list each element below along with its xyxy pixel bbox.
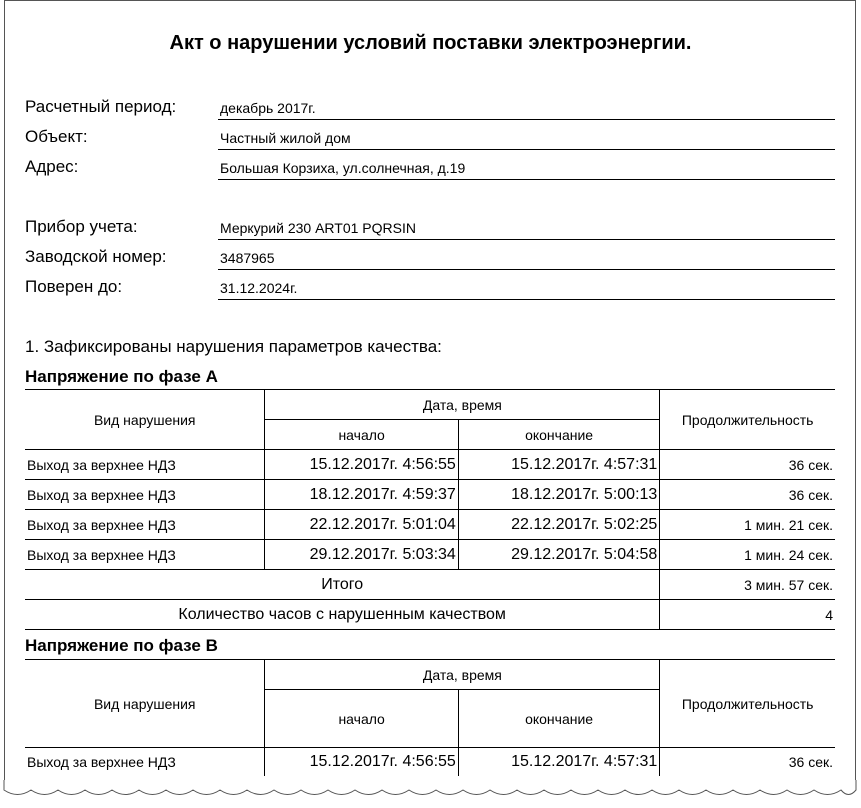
- info-label: Прибор учета:: [25, 217, 138, 236]
- info-value: декабрь 2017г.: [218, 97, 835, 120]
- section-title: 1. Зафиксированы нарушения параметров качества:: [25, 337, 442, 356]
- table-row: [25, 540, 835, 570]
- total-label: Итого: [25, 570, 660, 600]
- cell-duration: 1 мин. 24 сек.: [660, 540, 835, 570]
- header-row: [25, 390, 835, 420]
- info-label: Адрес:: [25, 157, 79, 176]
- info-row-address: [25, 154, 835, 180]
- cell-start: 29.12.2017г. 5:03:34: [265, 540, 458, 570]
- header-type: Вид нарушения: [25, 660, 265, 748]
- cell-duration: 36 сек.: [660, 450, 835, 480]
- cell-end: 22.12.2017г. 5:02:25: [458, 510, 659, 540]
- table-row: [25, 510, 835, 540]
- cell-duration: 36 сек.: [660, 480, 835, 510]
- info-row-serial: [25, 244, 835, 270]
- header-datetime: Дата, время: [265, 660, 660, 690]
- document-title: Акт о нарушении условий поставки электроэнергии.: [169, 32, 692, 54]
- cell-start: 22.12.2017г. 5:01:04: [265, 510, 458, 540]
- hours-label: Количество часов с нарушенным качеством: [25, 600, 660, 630]
- table-row: [25, 748, 835, 776]
- info-row-meter: [25, 214, 835, 240]
- phase-b-title: Напряжение по фазе В: [25, 636, 218, 655]
- cell-start: 18.12.2017г. 4:59:37: [265, 480, 458, 510]
- table-row: [25, 480, 835, 510]
- cell-end: 15.12.2017г. 4:57:31: [458, 450, 659, 480]
- cell-type: Выход за верхнее НДЗ: [25, 540, 265, 570]
- info-label: Заводской номер:: [25, 247, 167, 266]
- hours-value: 4: [660, 600, 835, 630]
- info-row-verified: [25, 274, 835, 300]
- phase-a-title: Напряжение по фазе А: [25, 367, 218, 386]
- cell-type: Выход за верхнее НДЗ: [25, 480, 265, 510]
- total-value: 3 мин. 57 сек.: [660, 570, 835, 600]
- header-row: [25, 660, 835, 690]
- hours-row: [25, 600, 835, 630]
- cell-start: 15.12.2017г. 4:56:55: [265, 748, 458, 776]
- torn-edge: [0, 780, 861, 808]
- phase-a-table: [25, 389, 835, 630]
- cell-duration: 36 сек.: [788, 753, 833, 770]
- header-start: начало: [265, 690, 458, 748]
- info-label: Поверен до:: [25, 277, 123, 296]
- cell-duration: 1 мин. 21 сек.: [660, 510, 835, 540]
- header-duration: Продолжительность: [660, 660, 835, 748]
- header-type: Вид нарушения: [25, 390, 265, 450]
- cell-type: Выход за верхнее НДЗ: [25, 510, 265, 540]
- cell-start: 15.12.2017г. 4:56:55: [265, 450, 458, 480]
- header-duration: Продолжительность: [660, 390, 835, 450]
- info-row-period: [25, 94, 835, 120]
- info-value: Меркурий 230 ART01 PQRSIN: [218, 217, 835, 240]
- cell-type: Выход за верхнее НДЗ: [25, 748, 265, 776]
- info-label: Объект:: [25, 127, 88, 146]
- header-start: начало: [265, 420, 458, 450]
- cell-type: Выход за верхнее НДЗ: [25, 450, 265, 480]
- cell-end: 15.12.2017г. 4:57:31: [458, 748, 659, 776]
- phase-b-table: [25, 659, 835, 776]
- total-row: [25, 570, 835, 600]
- header-datetime: Дата, время: [265, 390, 660, 420]
- table-row: [25, 450, 835, 480]
- header-end: окончание: [458, 420, 659, 450]
- info-row-object: [25, 124, 835, 150]
- header-end: окончание: [458, 690, 659, 748]
- cell-end: 18.12.2017г. 5:00:13: [458, 480, 659, 510]
- info-value: 31.12.2024г.: [218, 277, 835, 300]
- info-value: Частный жилой дом: [218, 127, 835, 150]
- info-label: Расчетный период:: [25, 97, 177, 116]
- info-value: 3487965: [218, 247, 835, 270]
- info-value: Большая Корзиха, ул.солнечная, д.19: [218, 157, 835, 180]
- cell-end: 29.12.2017г. 5:04:58: [458, 540, 659, 570]
